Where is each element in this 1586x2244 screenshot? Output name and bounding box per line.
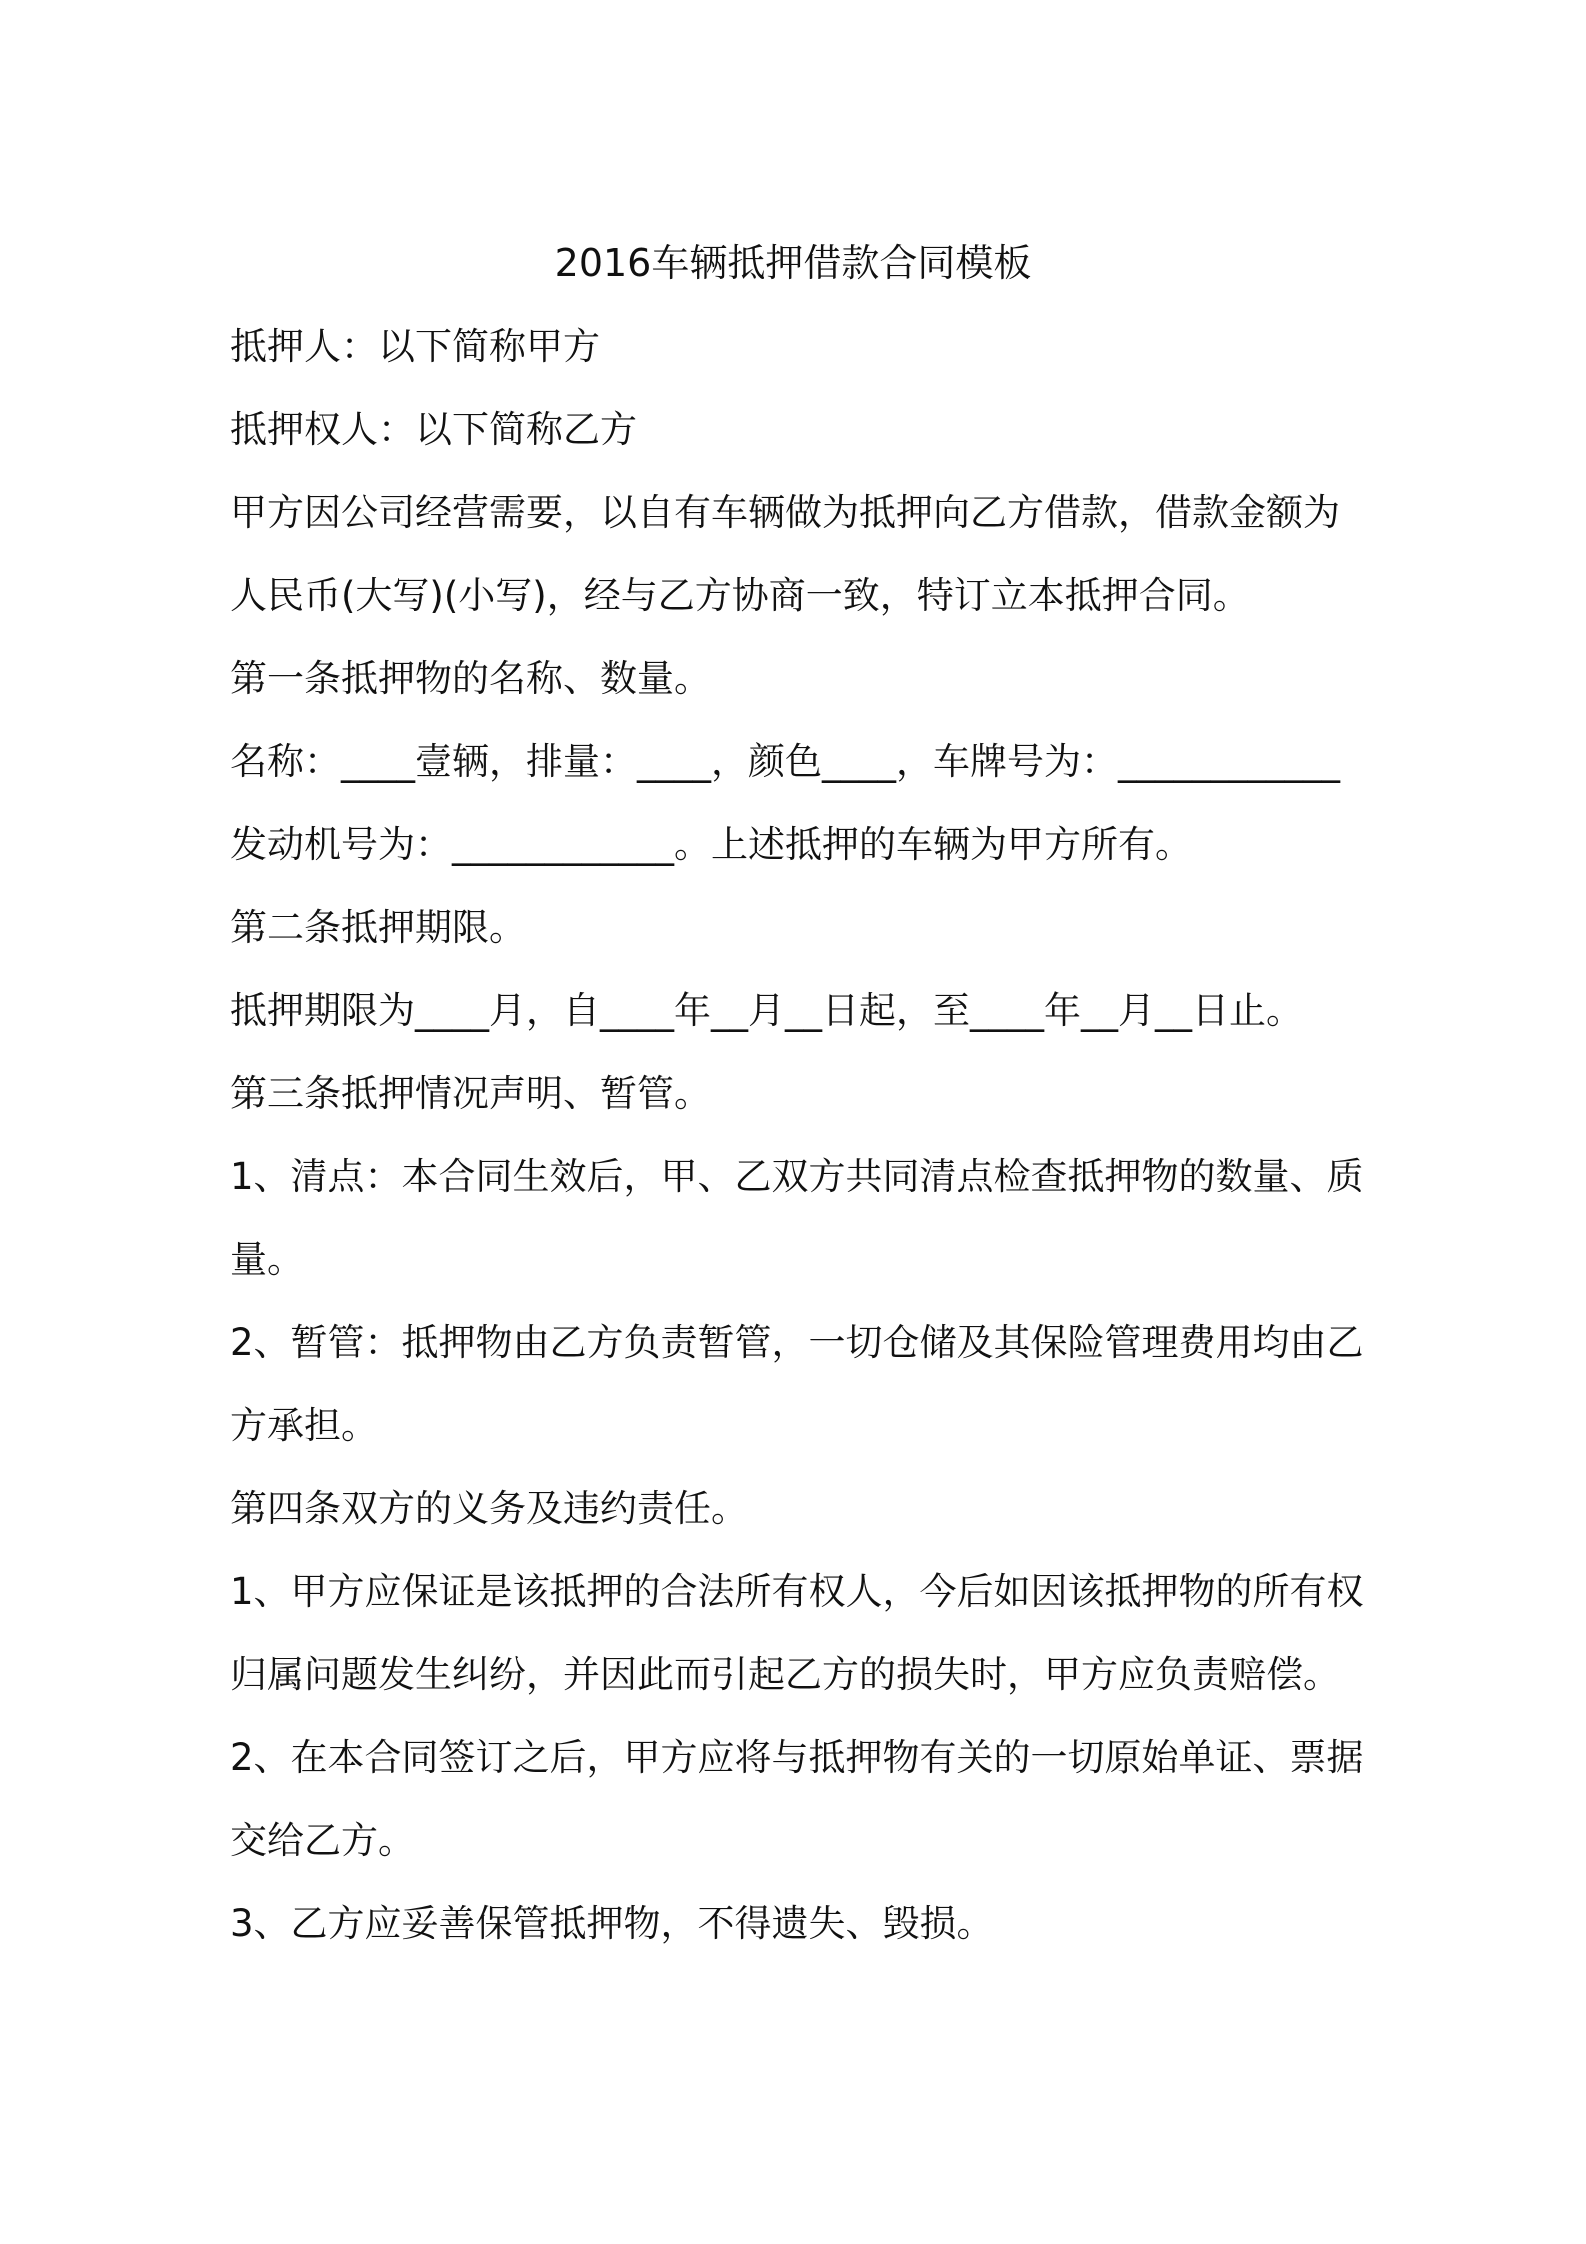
document-title: 2016车辆抵押借款合同模板 <box>554 241 1032 285</box>
article-4-heading: 第四条双方的义务及违约责任。 <box>230 1487 748 1530</box>
text-line-inventory-1: 1、清点：本合同生效后，甲、乙双方共同清点检查抵押物的数量、质 <box>230 1155 1364 1198</box>
article-1-heading: 第一条抵押物的名称、数量。 <box>230 657 711 700</box>
text-line-obligation-1b: 归属问题发生纠纷，并因此而引起乙方的损失时，甲方应负责赔偿。 <box>230 1653 1340 1696</box>
text-line-custody-2: 方承担。 <box>230 1404 378 1447</box>
text-line-vehicle-info: 名称：____壹辆，排量：____，颜色____，车牌号为：____________ <box>230 740 1340 783</box>
article-2-heading: 第二条抵押期限。 <box>230 906 526 949</box>
text-line-mortgage-period: 抵押期限为____月，自____年__月__日起，至____年__月__日止。 <box>230 989 1303 1032</box>
text-line-mortgagor: 抵押人：以下简称甲方 <box>230 325 600 368</box>
text-line-mortgagee: 抵押权人：以下简称乙方 <box>230 408 637 451</box>
text-line-engine-number: 发动机号为：____________。上述抵押的车辆为甲方所有。 <box>230 823 1192 866</box>
text-line-inventory-2: 量。 <box>230 1238 304 1281</box>
text-line-obligation-2a: 2、在本合同签订之后，甲方应将与抵押物有关的一切原始单证、票据 <box>230 1736 1364 1779</box>
text-line-obligation-2b: 交给乙方。 <box>230 1819 415 1862</box>
article-3-heading: 第三条抵押情况声明、暂管。 <box>230 1072 711 1115</box>
text-line-custody-1: 2、暂管：抵押物由乙方负责暂管，一切仓储及其保险管理费用均由乙 <box>230 1321 1364 1364</box>
text-line-obligation-1a: 1、甲方应保证是该抵押的合法所有权人，今后如因该抵押物的所有权 <box>230 1570 1364 1613</box>
text-line-obligation-3: 3、乙方应妥善保管抵押物，不得遗失、毁损。 <box>230 1902 994 1945</box>
text-line-intro-2: 人民币(大写)(小写)，经与乙方协商一致，特订立本抵押合同。 <box>230 574 1250 617</box>
text-line-intro-1: 甲方因公司经营需要，以自有车辆做为抵押向乙方借款，借款金额为 <box>230 491 1340 534</box>
